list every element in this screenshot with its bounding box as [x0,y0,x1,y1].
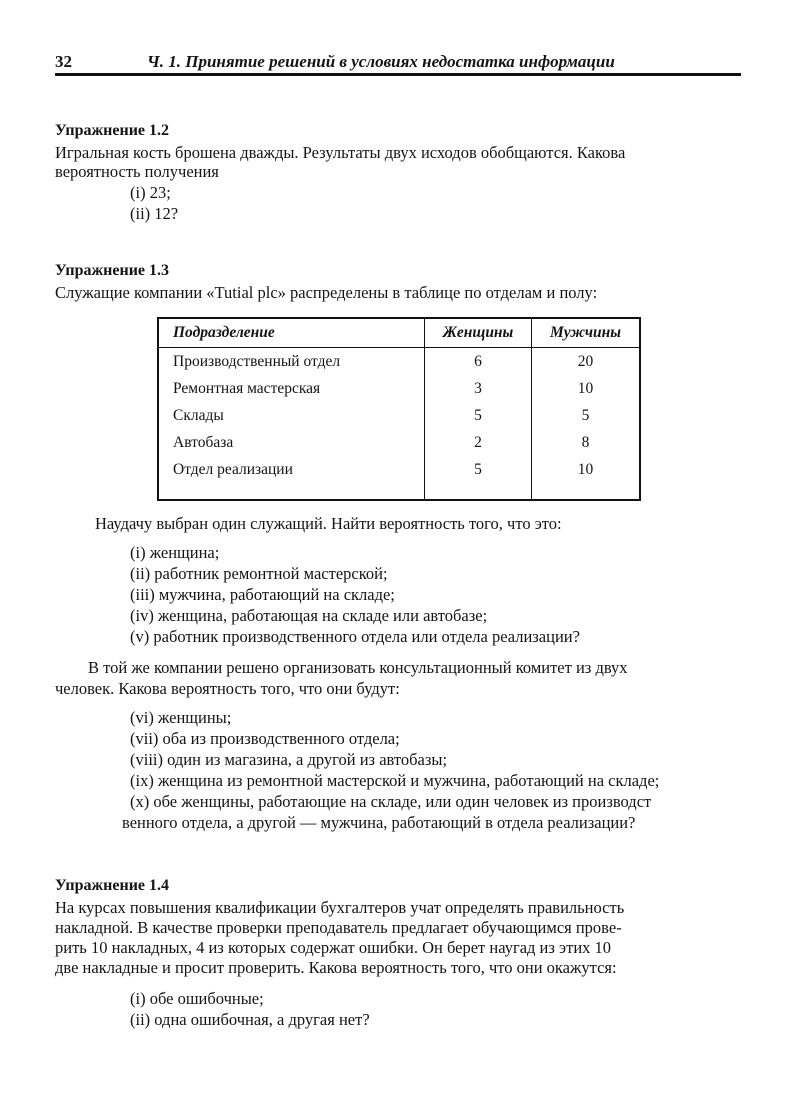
exercise-1-4-item-i: (i) обе ошибочные; [130,989,264,1008]
table-cell-men: 20 [577,352,594,370]
table-row [158,348,640,376]
exercise-1-4-text-line-1: На курсах повышения квалификации бухгалтеров учат определять правильность [55,898,625,917]
running-title: Ч. 1. Принятие решений в условиях недостатка информации [147,52,615,71]
exercise-1-4-item-ii: (ii) одна ошибочная, а другая нет? [130,1010,370,1029]
exercise-1-3-item-i: (i) женщина; [130,543,220,562]
table-cell-department: Производственный отдел [158,348,425,376]
table-cell-men: 10 [577,460,594,478]
table-header-women: Женщины [425,318,532,348]
table-cell-women: 3 [425,375,532,402]
table-cell-department: Автобаза [158,429,425,456]
exercise-1-3-question-2-line-2: человек. Какова вероятность того, что они будут: [55,679,400,698]
table-row [158,375,640,402]
exercise-1-3-intro: Служащие компании «Tutial plc» распределены в таблице по отделам и полу: [55,283,598,302]
exercise-1-3-item-v: (v) работник производственного отдела или отдела реализации? [130,627,580,646]
exercise-1-2-item-1: (i) 23; [130,183,171,202]
table-header-department: Подразделение [158,318,425,348]
exercise-1-4-text-line-4: две накладные и просит проверить. Какова вероятность того, что они окажутся: [55,958,617,977]
table-cell-women: 2 [425,429,532,456]
exercise-1-2-text-line-1: Игральная кость брошена дважды. Результаты двух исходов обобщаются. Какова [55,143,626,162]
table-cell-women: 5 [425,456,532,483]
table-bottom-padding [158,483,640,500]
table-cell-men: 10 [577,379,594,397]
table-cell-department: Отдел реализации [158,456,425,483]
exercise-1-3-item-iv: (iv) женщина, работающая на складе или автобазе; [130,606,488,625]
exercise-1-4-text-line-2: накладной. В качестве проверки преподаватель предлагает обучающимся прове- [55,918,622,937]
exercise-1-2-title: Упражнение 1.2 [55,122,170,139]
table-header-men: Мужчины [532,318,641,348]
header-rule [55,73,741,76]
table-cell-department: Ремонтная мастерская [158,375,425,402]
exercise-1-3-item-iii: (iii) мужчина, работающий на складе; [130,585,395,604]
exercise-1-3-question-1: Наудачу выбран один служащий. Найти вероятность того, что это: [95,514,562,533]
exercise-1-3-item-vi: (vi) женщины; [130,708,232,727]
table-cell-women: 6 [425,348,532,376]
table-cell-men: 8 [581,433,590,451]
exercise-1-3-item-ix: (ix) женщина из ремонтной мастерской и мужчина, работающий на складе; [130,771,660,790]
exercise-1-3-item-viii: (viii) один из магазина, а другой из автобазы; [130,750,448,769]
page-number: 32 [55,52,72,71]
exercise-1-3-item-ii: (ii) работник ремонтной мастерской; [130,564,388,583]
table-row [158,429,640,456]
department-table [157,317,641,501]
exercise-1-3-title: Упражнение 1.3 [55,262,170,279]
table-cell-men: 5 [581,406,590,424]
exercise-1-3-item-vii: (vii) оба из производственного отдела; [130,729,400,748]
exercise-1-3-item-x-line-2: венного отдела, а другой — мужчина, работающий в отдела реализации? [122,813,636,832]
table-cell-women: 5 [425,402,532,429]
table-row [158,456,640,483]
exercise-1-3-item-x-line-1: (x) обе женщины, работающие на складе, или один человек из производст [130,792,652,811]
exercise-1-2-item-2: (ii) 12? [130,204,179,223]
exercise-1-4-title: Упражнение 1.4 [55,877,170,894]
table-row [158,402,640,429]
exercise-1-3-question-2-line-1: В той же компании решено организовать консультационный комитет из двух [88,658,628,677]
exercise-1-2-text-line-2: вероятность получения [55,162,219,181]
table-header-row [158,318,640,348]
exercise-1-4-text-line-3: рить 10 накладных, 4 из которых содержат ошибки. Он берет наугад из этих 10 [55,938,612,957]
table-cell-department: Склады [158,402,425,429]
page-header [55,52,741,74]
